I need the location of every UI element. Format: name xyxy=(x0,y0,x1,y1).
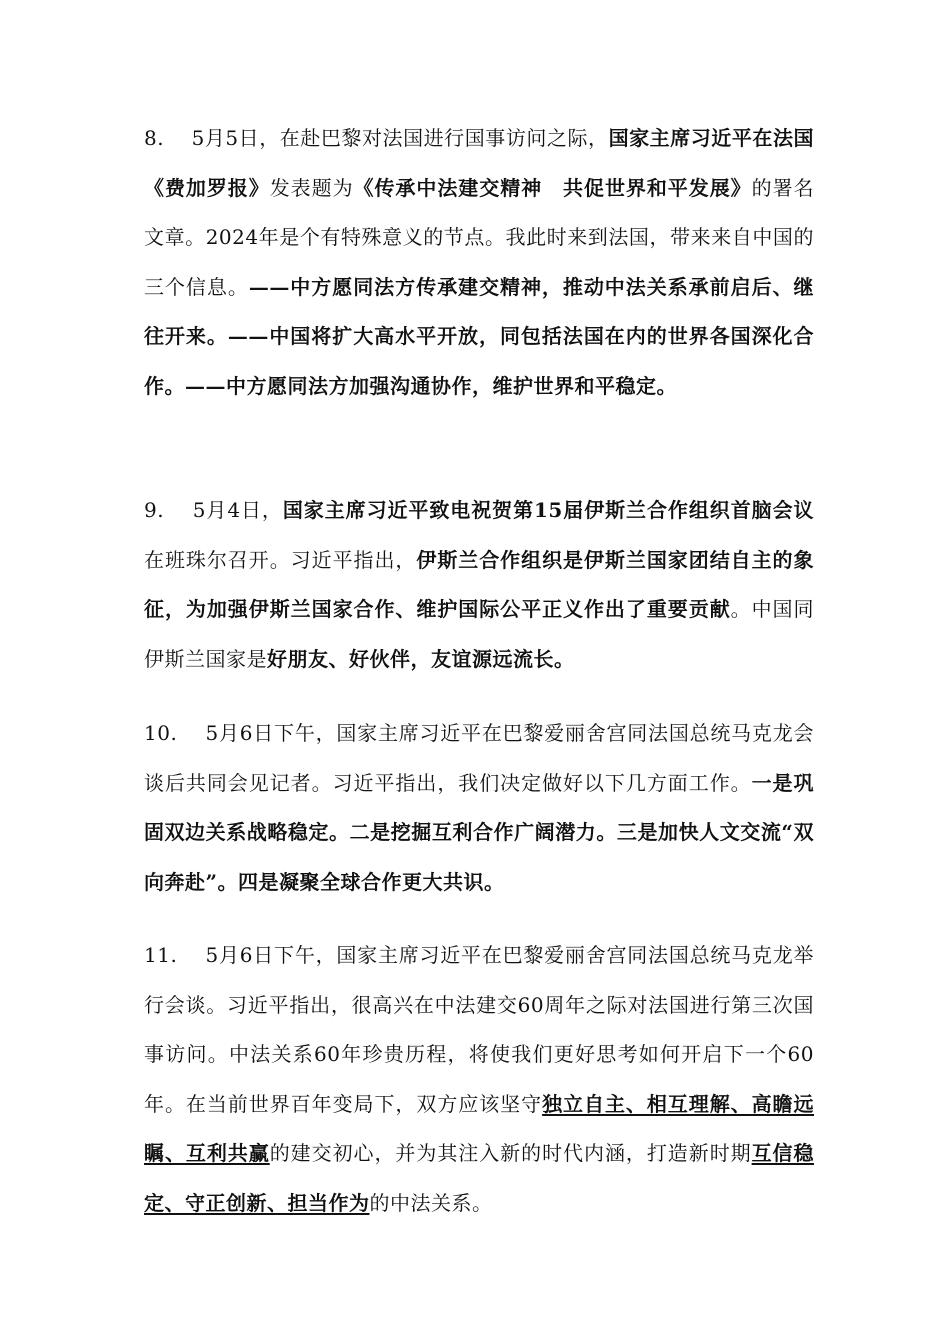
item-8-bold-headline: 国家主席习近平在法国《费加罗报》 xyxy=(144,126,815,200)
item-11-text: 的建交初心，并为其注入新的时代内涵，打造新时期 xyxy=(269,1141,752,1165)
item-11-underlined-phrase: 独立自主、相互理解、高瞻远瞩、互利共赢 xyxy=(144,1091,815,1165)
news-item-9 xyxy=(144,486,814,684)
news-item-10 xyxy=(144,709,814,907)
item-9-text: 9. 5月4日， xyxy=(144,498,283,522)
item-8-text: 8. 5月5日，在赴巴黎对法国进行国事访问之际， xyxy=(144,126,609,150)
item-10-key-points: 一是巩固双边关系战略稳定。二是挖掘互利合作广阔潜力。三是加快人文交流“双向奔赴”。四是凝聚全球合作更大共识。 xyxy=(144,770,815,894)
item-10-text: 10. 5月6日下午，国家主席习近平在巴黎爱丽舍宫同法国总统马克龙会谈后共同会见记者。习近平指出，我们决定做好以下几方面工作。 xyxy=(144,721,814,795)
item-9-key-point: 好朋友、好伙伴，友谊源远流长。 xyxy=(267,646,575,671)
item-11-text: 的中法关系。 xyxy=(369,1190,493,1215)
item-11-text: 11. 5月6日下午，国家主席习近平在巴黎爱丽舍宫同法国总统马克龙举行会谈。习近平指出，很高兴在中法建交60周年之际对法国进行第三次国事访问。中法关系60年珍贵历程，将使我们更好思考如何开启下一个60年。在当前世界百年变局下，双方应该坚守 xyxy=(144,943,814,1116)
news-item-11 xyxy=(144,931,814,1228)
item-9-key-point: 伊斯兰合作组织是伊斯兰国家团结自主的象征，为加强伊斯兰国家合作、维护国际公平正义作出了重要贡献 xyxy=(144,547,815,621)
news-item-8 xyxy=(144,114,814,411)
item-9-text: 。中国同伊斯兰国家是 xyxy=(144,597,815,671)
item-8-text: 的署名文章。2024年是个有特殊意义的节点。我此时来到法国，带来来自中国的三个信息。 xyxy=(144,175,815,299)
item-9-bold-headline: 国家主席习近平致电祝贺第15届伊斯兰合作组织首脑会议 xyxy=(282,498,814,522)
item-9-text: 在班珠尔召开。习近平指出， xyxy=(144,547,417,572)
item-8-text: 发表题为 xyxy=(269,175,354,200)
item-8-key-messages: ——中方愿同法方传承建交精神，推动中法关系承前启后、继往开来。——中国将扩大高水平开放，同包括法国在内的世界各国深化合作。——中方愿同法方加强沟通协作，维护世界和平稳定。 xyxy=(144,274,815,398)
item-11-underlined-phrase: 互信稳定、守正创新、担当作为 xyxy=(144,1141,815,1215)
item-8-article-title: 《传承中法建交精神 共促世界和平发展》 xyxy=(353,175,752,200)
